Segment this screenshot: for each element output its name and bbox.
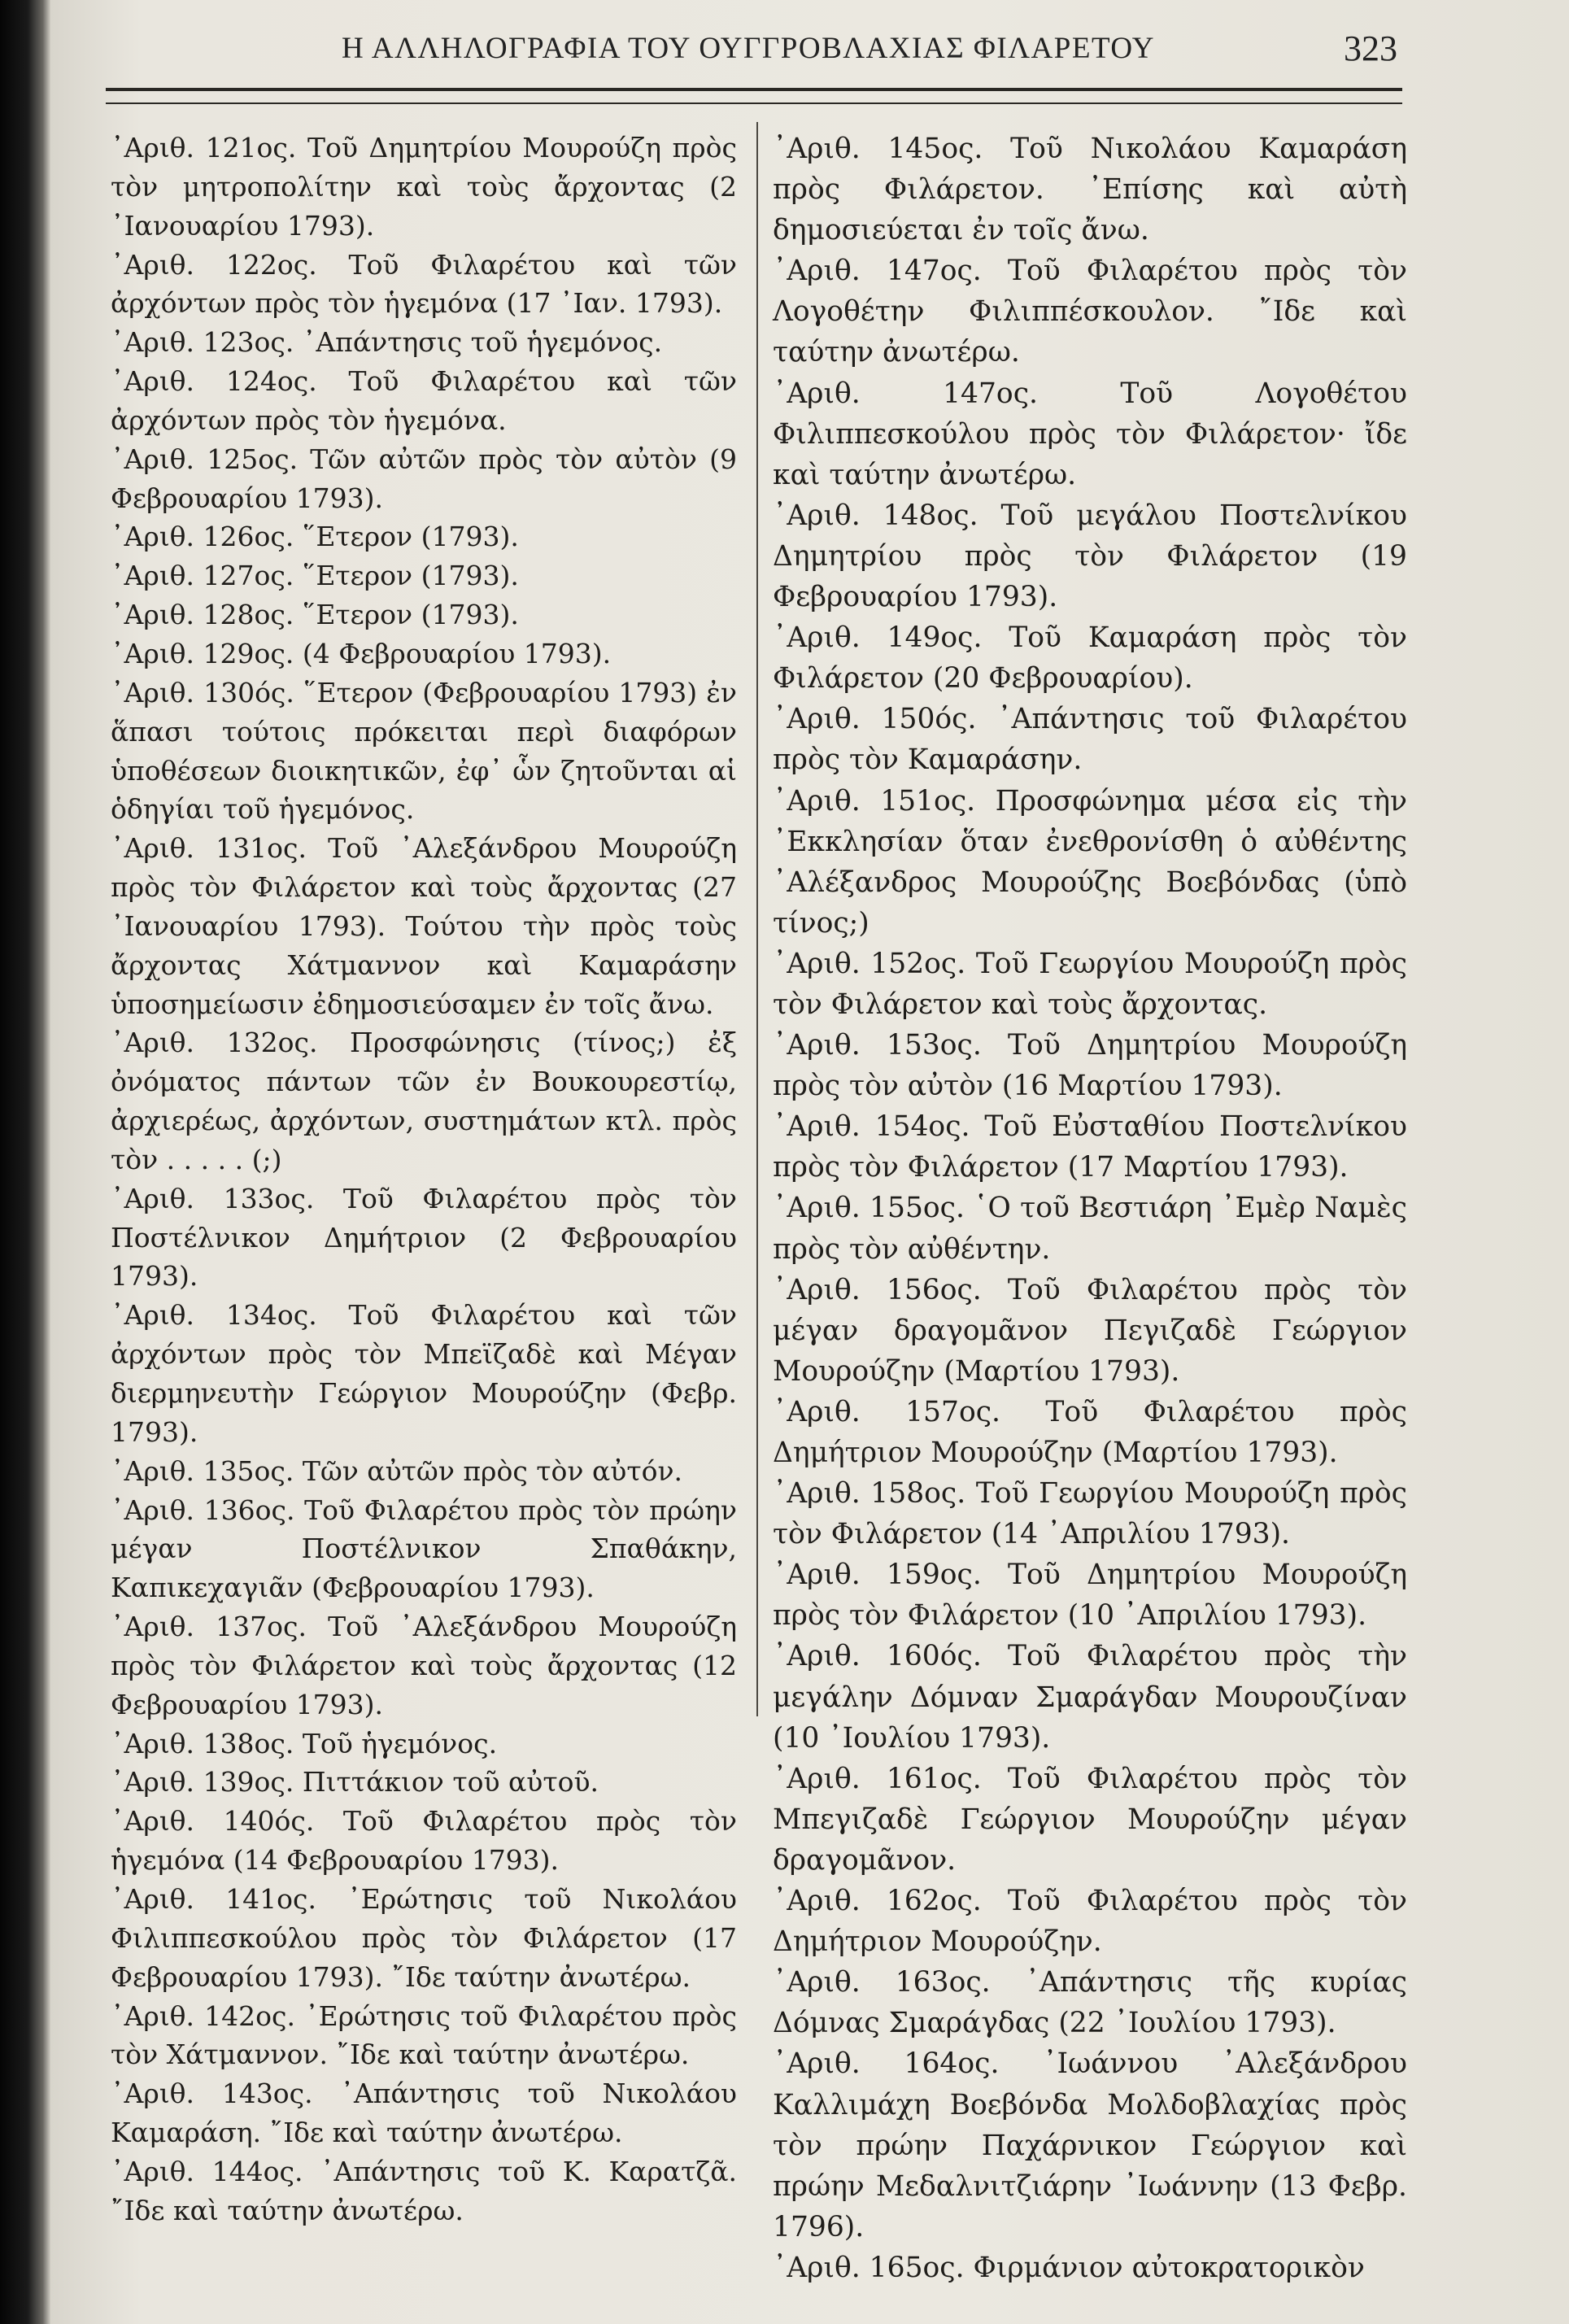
list-item: ᾿Αριθ. 147ος. Τοῦ Λογοθέτου Φιλιππεσκούλου πρὸς τὸν Φιλάρετον· ἴδε καὶ ταύτην ἀνωτέρω.: [773, 377, 1407, 491]
list-item: ᾿Αριθ. 134ος. Τοῦ Φιλαρέτου καὶ τῶν ἀρχόντων πρὸς τὸν Μπεϊζαδὲ καὶ Μέγαν διερμηνευτὴν Γεώργιον Μουρούζην (Φεβρ. 1793).: [111, 1299, 737, 1448]
list-item: ᾿Αριθ. 158ος. Τοῦ Γεωργίου Μουρούζη πρὸς τὸν Φιλάρετον (14 ᾿Απριλίου 1793).: [773, 1477, 1407, 1551]
list-item: ᾿Αριθ. 165ος. Φιρμάνιον αὐτοκρατορικὸν: [773, 2251, 1365, 2284]
list-item: ᾿Αριθ. 152ος. Τοῦ Γεωργίου Μουρούζη πρὸς τὸν Φιλάρετον καὶ τοὺς ἄρχοντας.: [773, 947, 1407, 1021]
list-item: ᾿Αριθ. 132ος. Προσφώνησις (τίνος;) ἐξ ὀνόματος πάντων τῶν ἐν Βουκουρεστίῳ, ἀρχιερέως, ἀρχόντων, συστημάτων κτλ. πρὸς τὸν . . . . . (;): [111, 1027, 737, 1175]
list-item: ᾿Αριθ. 147ος. Τοῦ Φιλαρέτου πρὸς τὸν Λογοθέτην Φιλιππέσκουλον. ῎Ιδε καὶ ταύτην ἀνωτέρω.: [773, 255, 1407, 369]
book-spine-shadow: [0, 0, 50, 2324]
list-item: ᾿Αριθ. 133ος. Τοῦ Φιλαρέτου πρὸς τὸν Ποστέλνικον Δημήτριον (2 Φεβρουαρίου 1793).: [111, 1182, 737, 1293]
list-item: ᾿Αριθ. 123ος. ᾿Απάντησις τοῦ ἡγεμόνος.: [111, 326, 663, 359]
list-item: ᾿Αριθ. 128ος. ῞Ετερον (1793).: [111, 599, 519, 631]
list-item: ᾿Αριθ. 141ος. ᾿Ερώτησις τοῦ Νικολάου Φιλιππεσκούλου πρὸς τὸν Φιλάρετον (17 Φεβρουαρίου 1793). ῎Ιδε ταύτην ἀνωτέρω.: [111, 1882, 737, 1993]
list-item: ᾿Αριθ. 136ος. Τοῦ Φιλαρέτου πρὸς τὸν πρώην μέγαν Ποστέλνικον Σπαθάκην, Καπικεχαγιᾶν (Φεβρουαρίου 1793).: [111, 1493, 737, 1604]
header-rule-thin: [106, 102, 1402, 104]
left-column: [111, 129, 737, 2230]
list-item: ᾿Αριθ. 138ος. Τοῦ ἡγεμόνος.: [111, 1727, 498, 1759]
list-item: ᾿Αριθ. 143ος. ᾿Απάντησις τοῦ Νικολάου Καμαράση. ῎Ιδε καὶ ταύτην ἀνωτέρω.: [111, 2078, 737, 2149]
list-item: ᾿Αριθ. 131ος. Τοῦ ᾿Αλεξάνδρου Μουρούζη πρὸς τὸν Φιλάρετον καὶ τοὺς ἄρχοντας (27 ᾿Ιανουαρίου 1793). Τούτου τὴν πρὸς τοὺς ἄρχοντας Χάτμαννον καὶ Καμαράσην ὑποσημείωσιν ἐδημοσιεύσαμεν ἐν τοῖς ἄνω.: [111, 832, 737, 1020]
header-rule: [106, 88, 1402, 91]
list-item: ᾿Αριθ. 161ος. Τοῦ Φιλαρέτου πρὸς τὸν Μπεγιζαδὲ Γεώργιον Μουρούζην μέγαν δραγομᾶνον.: [773, 1762, 1407, 1877]
list-item: ᾿Αριθ. 151ος. Προσφώνημα μέσα εἰς τὴν ᾿Εκκλησίαν ὅταν ἐνεθρονίσθη ὁ αὐθέντης ᾿Αλέξανδρος Μουρούζης Βοεβόνδας (ὑπὸ τίνος;): [773, 784, 1407, 940]
list-item: ᾿Αριθ. 126ος. ῞Ετερον (1793).: [111, 521, 519, 553]
list-item: ᾿Αριθ. 135ος. Τῶν αὐτῶν πρὸς τὸν αὐτόν.: [111, 1454, 682, 1487]
list-item: ᾿Αριθ. 157ος. Τοῦ Φιλαρέτου πρὸς Δημήτριον Μουρούζην (Μαρτίου 1793).: [773, 1395, 1407, 1469]
list-item: ᾿Αριθ. 145ος. Τοῦ Νικολάου Καμαράση πρὸς Φιλάρετον. ᾿Επίσης καὶ αὐτὴ δημοσιεύεται ἐν τοῖς ἄνω.: [773, 133, 1407, 247]
list-item: ᾿Αριθ. 148ος. Τοῦ μεγάλου Ποστελνίκου Δημητρίου πρὸς τὸν Φιλάρετον (19 Φεβρουαρίου 1793).: [773, 499, 1407, 614]
list-item: ᾿Αριθ. 153ος. Τοῦ Δημητρίου Μουρούζη πρὸς τὸν αὐτὸν (16 Μαρτίου 1793).: [773, 1029, 1407, 1103]
list-item: ᾿Αριθ. 121ος. Τοῦ Δημητρίου Μουρούζη πρὸς τὸν μητροπολίτην καὶ τοὺς ἄρχοντας (2 ᾿Ιανουαρίου 1793).: [111, 132, 737, 242]
list-item: ᾿Αριθ. 122ος. Τοῦ Φιλαρέτου καὶ τῶν ἀρχόντων πρὸς τὸν ἡγεμόνα (17 ᾿Ιαν. 1793).: [111, 248, 737, 320]
list-item: ᾿Αριθ. 129ος. (4 Φεβρουαρίου 1793).: [111, 637, 612, 669]
list-item: ᾿Αριθ. 142ος. ᾿Ερώτησις τοῦ Φιλαρέτου πρὸς τὸν Χάτμαννον. ῎Ιδε καὶ ταύτην ἀνωτέρω.: [111, 1999, 737, 2071]
page-number: 323: [1344, 28, 1397, 68]
column-divider: [756, 122, 758, 1716]
list-item: ᾿Αριθ. 163ος. ᾿Απάντησις τῆς κυρίας Δόμνας Σμαράγδας (22 ᾿Ιουλίου 1793).: [773, 1966, 1407, 2040]
list-item: ᾿Αριθ. 162ος. Τοῦ Φιλαρέτου πρὸς τὸν Δημήτριον Μουρούζην.: [773, 1885, 1407, 1959]
list-item: ᾿Αριθ. 164ος. ᾿Ιωάννου ᾿Αλεξάνδρου Καλλιμάχη Βοεβόνδα Μολδοβλαχίας πρὸς τὸν πρώην Παχάρνικον Γεώργιον καὶ πρώην Μεδαλνιτζιάρην ᾿Ιωάννην (13 Φεβρ. 1796).: [773, 2047, 1407, 2243]
right-column: [773, 129, 1407, 2288]
list-item: ᾿Αριθ. 155ος. ῾Ο τοῦ Βεστιάρη ᾿Εμὲρ Ναμὲς πρὸς τὸν αὐθέντην.: [773, 1192, 1407, 1266]
list-item: ᾿Αριθ. 154ος. Τοῦ Εὐσταθίου Ποστελνίκου πρὸς τὸν Φιλάρετον (17 Μαρτίου 1793).: [773, 1110, 1407, 1184]
list-item: ᾿Αριθ. 140ός. Τοῦ Φιλαρέτου πρὸς τὸν ἡγεμόνα (14 Φεβρουαρίου 1793).: [111, 1805, 737, 1877]
list-item: ᾿Αριθ. 159ος. Τοῦ Δημητρίου Μουρούζη πρὸς τὸν Φιλάρετον (10 ᾿Απριλίου 1793).: [773, 1559, 1407, 1633]
list-item: ᾿Αριθ. 127ος. ῞Ετερον (1793).: [111, 560, 519, 592]
list-item: ᾿Αριθ. 130ός. ῞Ετερον (Φεβρουαρίου 1793) ἐν ἅπασι τούτοις πρόκειται περὶ διαφόρων ὑποθέσεων διοικητικῶν, ἐφ᾿ ὧν ζητοῦνται αἱ ὁδηγίαι τοῦ ἡγεμόνος.: [111, 676, 737, 826]
list-item: ᾿Αριθ. 149ος. Τοῦ Καμαράση πρὸς τὸν Φιλάρετον (20 Φεβρουαρίου).: [773, 621, 1407, 695]
list-item: ᾿Αριθ. 124ος. Τοῦ Φιλαρέτου καὶ τῶν ἀρχόντων πρὸς τὸν ἡγεμόνα.: [111, 365, 737, 436]
list-item: ᾿Αριθ. 144ος. ᾿Απάντησις τοῦ Κ. Καρατζᾶ. ῎Ιδε καὶ ταύτην ἀνωτέρω.: [111, 2155, 737, 2226]
list-item: ᾿Αριθ. 137ος. Τοῦ ᾿Αλεξάνδρου Μουρούζη πρὸς τὸν Φιλάρετον καὶ τοὺς ἄρχοντας (12 Φεβρουαρίου 1793).: [111, 1611, 737, 1720]
list-item: ᾿Αριθ. 125ος. Τῶν αὐτῶν πρὸς τὸν αὐτὸν (9 Φεβρουαρίου 1793).: [111, 443, 737, 514]
list-item: ᾿Αριθ. 160ός. Τοῦ Φιλαρέτου πρὸς τὴν μεγάλην Δόμναν Σμαράγδαν Μουρουζίναν (10 ᾿Ιουλίου 1793).: [773, 1640, 1407, 1755]
running-title: Η ΑΛΛΗΛΟΓΡΑΦΙΑ ΤΟΥ ΟΥΓΓΡΟΒΛΑΧΙΑΣ ΦΙΛΑΡΕΤΟΥ: [342, 32, 1155, 65]
list-item: ᾿Αριθ. 156ος. Τοῦ Φιλαρέτου πρὸς τὸν μέγαν δραγομᾶνον Πεγιζαδὲ Γεώργιον Μουρούζην (Μαρτίου 1793).: [773, 1273, 1407, 1388]
list-item: ᾿Αριθ. 150ός. ᾿Απάντησις τοῦ Φιλαρέτου πρὸς τὸν Καμαράσην.: [773, 703, 1407, 777]
list-item: ᾿Αριθ. 139ος. Πιττάκιον τοῦ αὐτοῦ.: [111, 1766, 599, 1799]
